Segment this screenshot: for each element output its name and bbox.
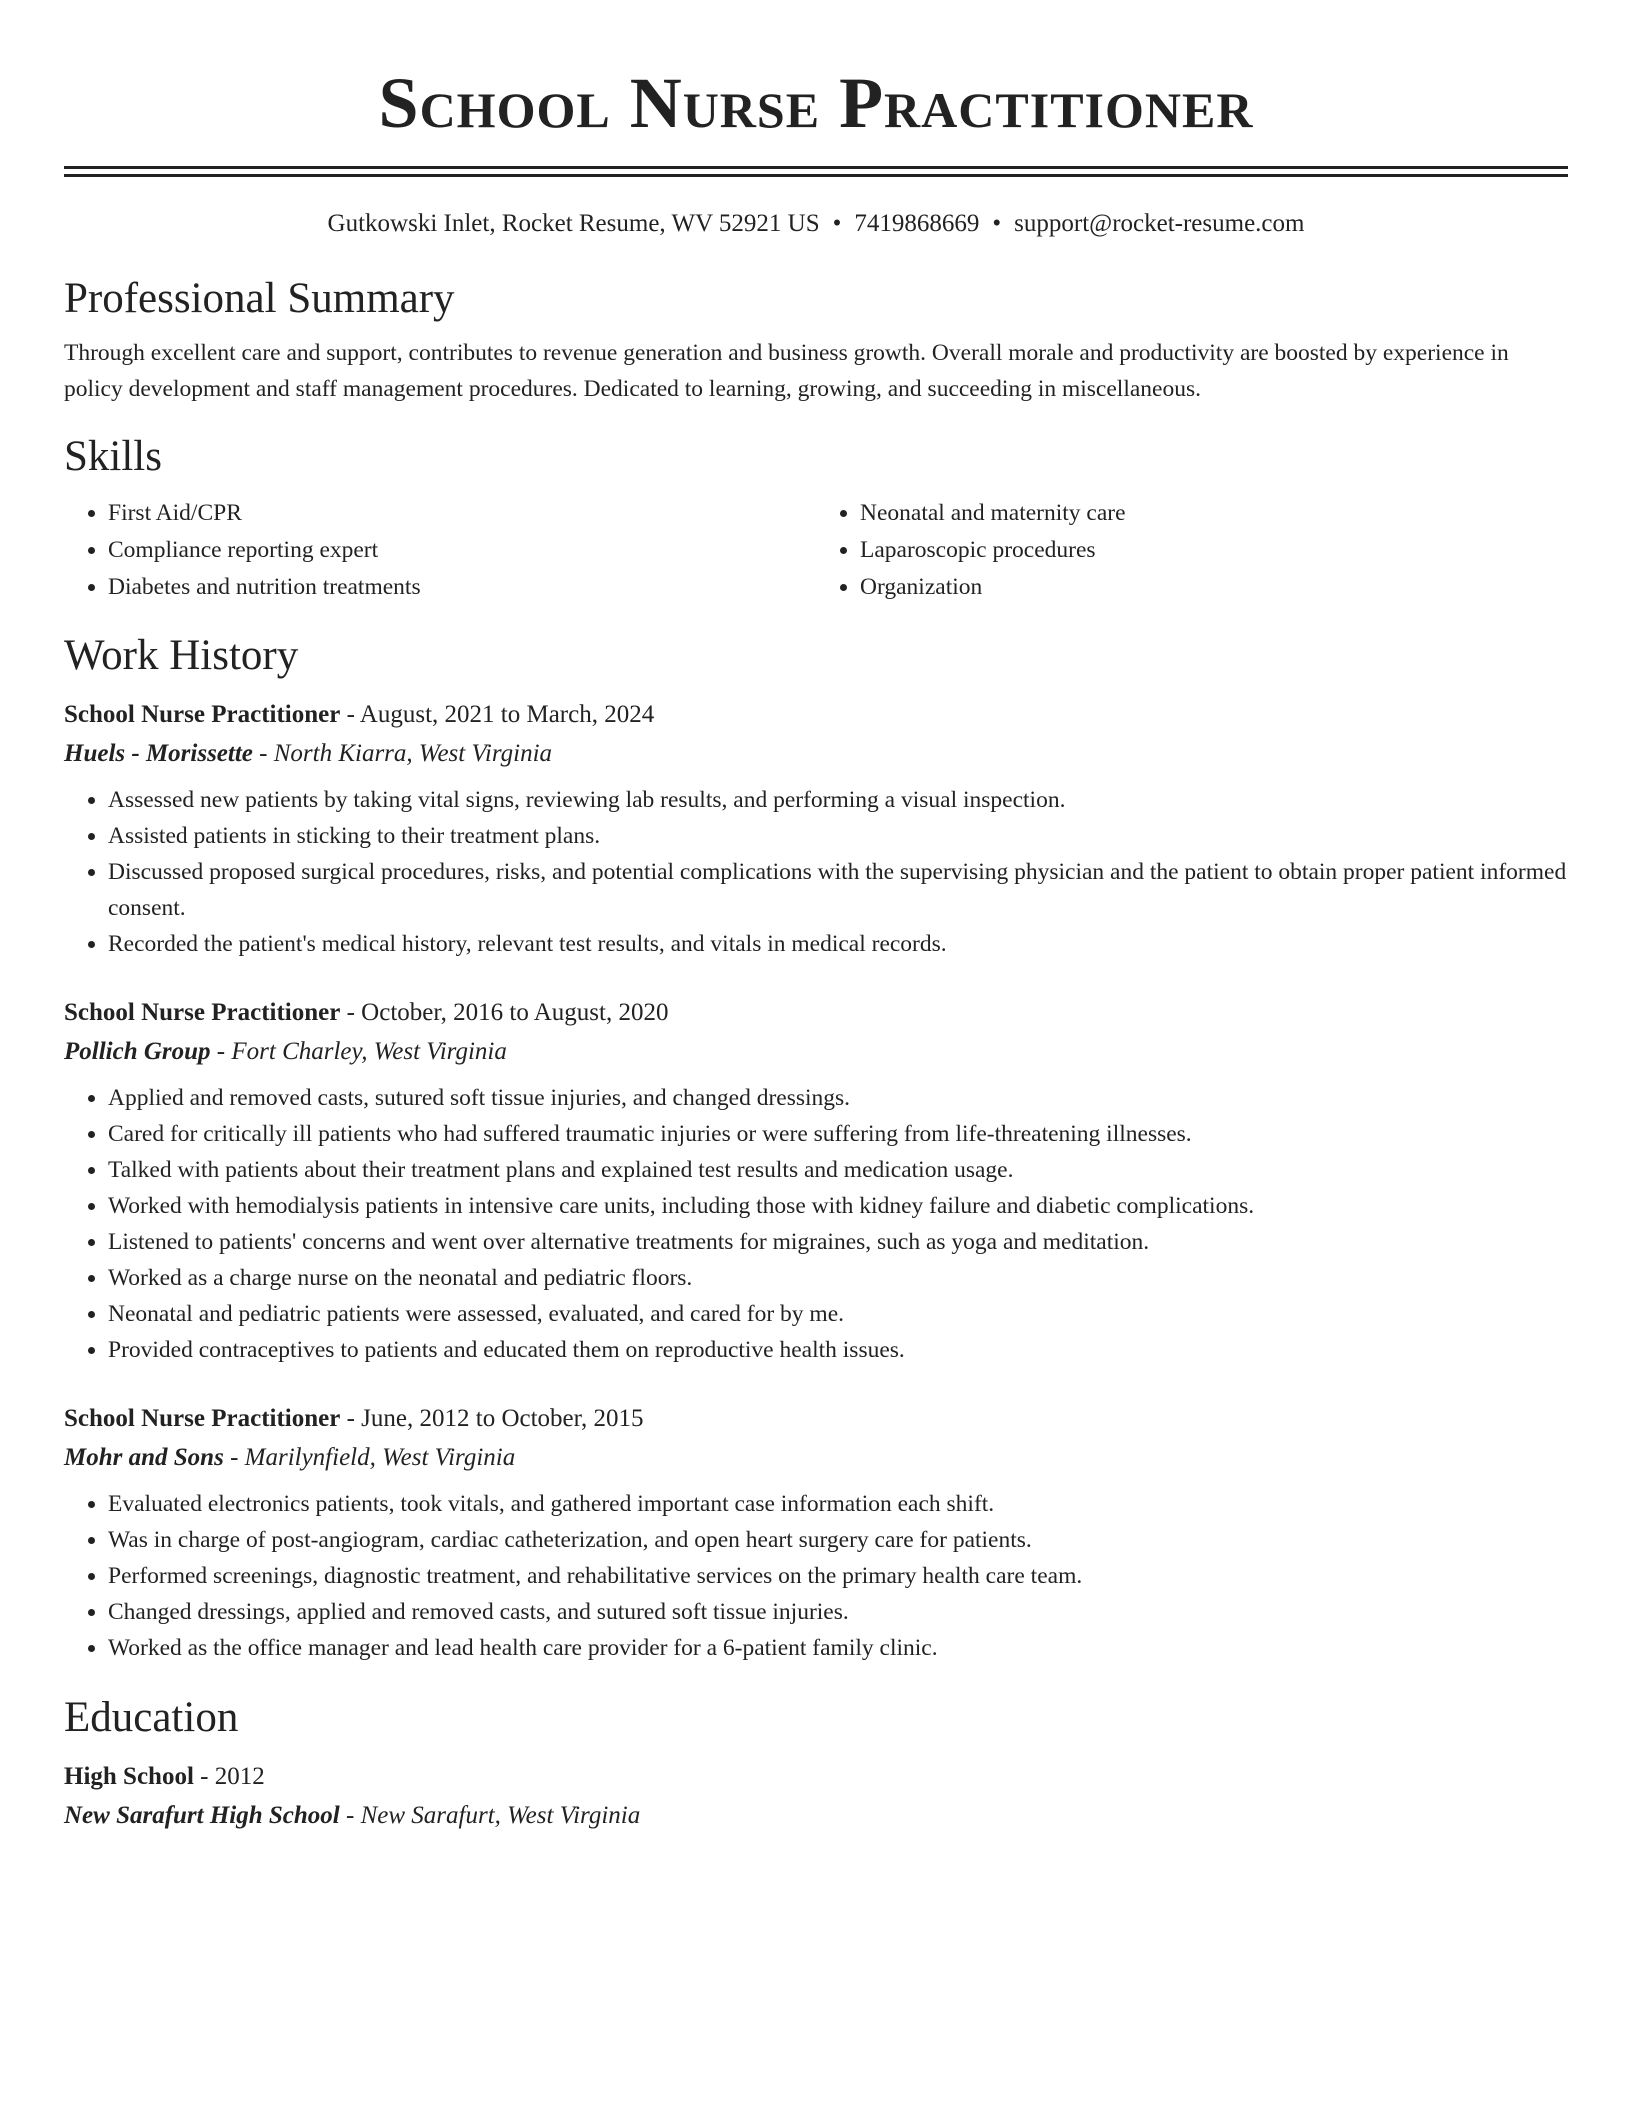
job-bullet: • Listened to patients' concerns and went over alternative treatments for migraines, such as yoga and meditation.	[108, 1224, 1568, 1260]
job-bullet: • Changed dressings, applied and removed casts, and sutured soft tissue injuries.	[108, 1594, 1568, 1630]
job-bullet: • Talked with patients about their treatment plans and explained test results and medication usage.	[108, 1152, 1568, 1188]
job-heading	[64, 696, 1568, 734]
skills-column-left	[64, 495, 816, 606]
job-location: - Marilynfield, West Virginia	[223, 1444, 516, 1471]
skill-item: • Compliance reporting expert	[108, 532, 816, 569]
skill-item: • Neonatal and maternity care	[860, 495, 1568, 532]
job-bullets	[64, 782, 1568, 962]
skill-item: • Laparoscopic procedures	[860, 532, 1568, 569]
job-dates: - August, 2021 to March, 2024	[340, 701, 655, 728]
job-bullet: • Performed screenings, diagnostic treatment, and rehabilitative services on the primary health care team.	[108, 1558, 1568, 1594]
job-bullet: • Evaluated electronics patients, took vitals, and gathered important case information each shift.	[108, 1486, 1568, 1522]
job-bullet: • Neonatal and pediatric patients were assessed, evaluated, and cared for by me.	[108, 1296, 1568, 1332]
work-history-heading: Work History	[64, 632, 299, 679]
job-bullet: • Applied and removed casts, sutured soft tissue injuries, and changed dressings.	[108, 1080, 1568, 1116]
job-bullet: • Recorded the patient's medical history, relevant test results, and vitals in medical records.	[108, 926, 1568, 962]
job-bullet: • Provided contraceptives to patients and educated them on reproductive health issues.	[108, 1332, 1568, 1368]
contact-separator: •	[832, 210, 842, 237]
skill-item: • First Aid/CPR	[108, 495, 816, 532]
skills-column-right	[816, 495, 1568, 606]
contact-email: support@rocket-resume.com	[1014, 210, 1305, 237]
job-employer	[64, 1438, 1568, 1478]
header-double-rule	[64, 166, 1568, 177]
education-heading-line	[64, 1758, 1568, 1796]
contact-line	[64, 207, 1568, 241]
job-dates: - June, 2012 to October, 2015	[340, 1405, 644, 1432]
job-role: School Nurse Practitioner	[64, 999, 341, 1026]
job-entry	[64, 1400, 1568, 1666]
education-degree: High School	[64, 1763, 194, 1790]
job-bullet: • Cared for critically ill patients who had suffered traumatic injuries or were suffering from life-threatening illnesses.	[108, 1116, 1568, 1152]
job-role: School Nurse Practitioner	[64, 701, 341, 728]
job-entry	[64, 696, 1568, 962]
job-bullet: • Worked as the office manager and lead health care provider for a 6-patient family clinic.	[108, 1630, 1568, 1666]
skill-item: • Organization	[860, 569, 1568, 606]
job-company: Huels - Morissette	[64, 740, 253, 767]
skills-list	[64, 495, 1568, 606]
job-role: School Nurse Practitioner	[64, 1405, 341, 1432]
job-heading	[64, 994, 1568, 1032]
job-bullets	[64, 1080, 1568, 1368]
summary-heading: Professional Summary	[64, 275, 455, 322]
job-company: Mohr and Sons	[64, 1444, 224, 1471]
education-school-line	[64, 1796, 1568, 1836]
job-company: Pollich Group	[64, 1038, 211, 1065]
job-bullet: • Worked with hemodialysis patients in intensive care units, including those with kidney failure and diabetic complications.	[108, 1188, 1568, 1224]
job-dates: - October, 2016 to August, 2020	[340, 999, 669, 1026]
summary-text: Through excellent care and support, contributes to revenue generation and business growth. Overall morale and productivity are boosted by experience in policy development and staff management procedures. Dedicated to learning, growing, and succeeding in miscellaneous.	[64, 340, 1509, 402]
contact-address: Gutkowski Inlet, Rocket Resume, WV 52921 US	[327, 210, 820, 237]
job-employer	[64, 1032, 1568, 1072]
education-entry	[64, 1758, 1568, 1836]
education-year: - 2012	[193, 1763, 265, 1790]
job-bullet: • Was in charge of post-angiogram, cardiac catheterization, and open heart surgery care for patients.	[108, 1522, 1568, 1558]
education-school: New Sarafurt High School	[64, 1802, 340, 1829]
skill-item: • Diabetes and nutrition treatments	[108, 569, 816, 606]
job-bullet: • Assisted patients in sticking to their treatment plans.	[108, 818, 1568, 854]
job-location: - North Kiarra, West Virginia	[252, 740, 553, 767]
job-bullets	[64, 1486, 1568, 1666]
contact-phone: 7419868669	[854, 210, 980, 237]
job-location: - Fort Charley, West Virginia	[210, 1038, 507, 1065]
job-entry	[64, 994, 1568, 1368]
contact-separator: •	[992, 210, 1002, 237]
education-heading: Education	[64, 1694, 239, 1741]
job-employer	[64, 734, 1568, 774]
resume-name: School Nurse Practitioner	[378, 63, 1254, 143]
education-location: - New Sarafurt, West Virginia	[339, 1802, 641, 1829]
job-bullet: • Worked as a charge nurse on the neonatal and pediatric floors.	[108, 1260, 1568, 1296]
skills-heading: Skills	[64, 433, 162, 480]
job-heading	[64, 1400, 1568, 1438]
job-bullet: • Assessed new patients by taking vital signs, reviewing lab results, and performing a visual inspection.	[108, 782, 1568, 818]
job-bullet: • Discussed proposed surgical procedures, risks, and potential complications with the supervising physician and the patient to obtain proper patient informed consent.	[108, 854, 1568, 926]
